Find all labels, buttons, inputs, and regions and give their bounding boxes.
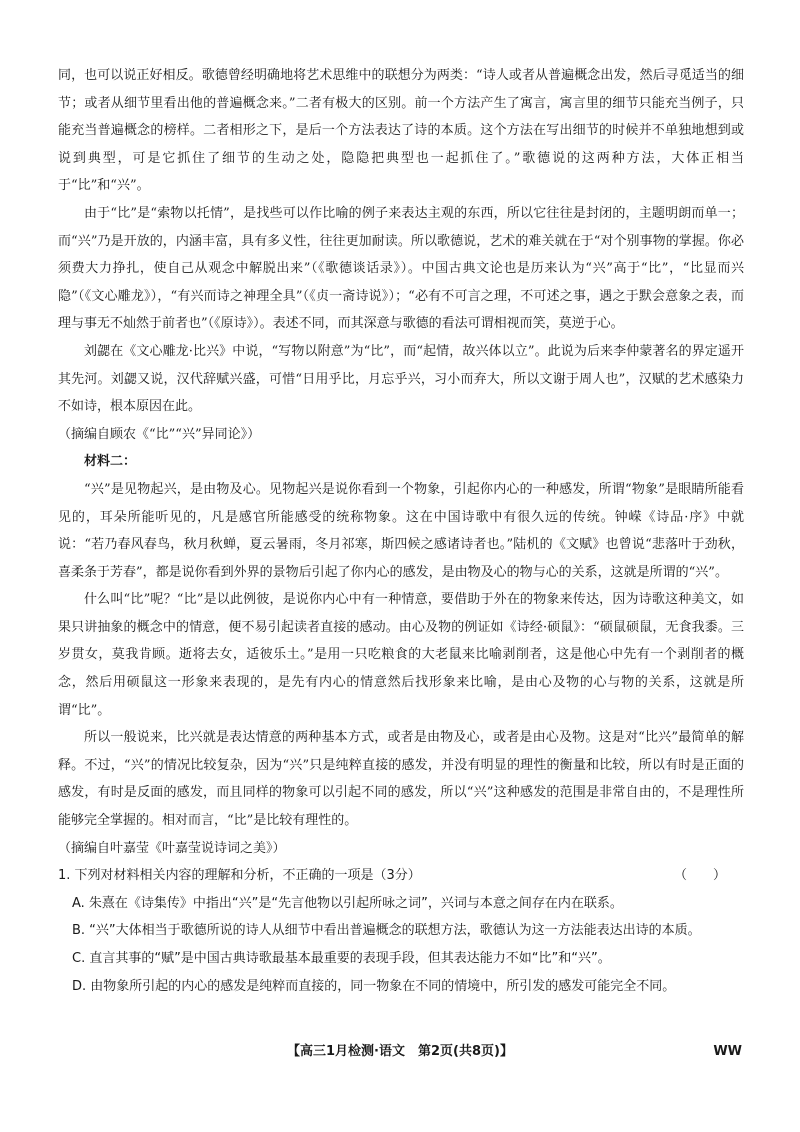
- source-citation-1: （摘编自顾农《“比”“兴”异同论》）: [58, 426, 261, 442]
- paragraph-bi-definition: 什么叫“比”呢？“比”是以此例彼，是说你内心中有一种情意，要借助于外在的物象来传达，因为诗歌这种美文，如果只讲抽象的概念中的情意，便不易引起读者直接的感动。由心及物的例证如《诗经·硕鼠》：“硕鼠硕鼠，无食我黍。三岁贯女，莫我肯顾。逝将去女，适彼乐土。”是用一只吃粮食的大老鼠来比喻剥削者，这是他心中先有一个剥削者的概念，然后用硕鼠这一形象来表现的，是先有内心的情意然后找形象来比喻，是由心及物的心与物的关系，这就是所谓“比”。: [58, 592, 744, 718]
- page-content: [58, 62, 744, 1000]
- source-citation-2: （摘编自叶嘉莹《叶嘉莹说诗词之美》）: [58, 840, 286, 856]
- paragraph-xing-definition: “兴”是见物起兴，是由物及心。见物起兴是说你看到一个物象，引起你内心的一种感发，所谓“物象”是眼睛所能看见的，耳朵所能听见的，凡是感官所能感受的统称物象。这在中国诗歌中有很久远的传统。钟嵘《诗品·序》中就说：“若乃春风春鸟，秋月秋蝉，夏云暑雨，冬月祁寒，斯四候之感诸诗者也。”陆机的《文赋》也曾说“悲落叶于劲秋，喜柔条于芳春”，都是说你看到外界的景物后引起了你内心的感发，是由物及心的物与心的关系，这就是所谓的“兴”。: [58, 481, 744, 580]
- answer-blank: （ ）: [673, 868, 726, 884]
- question-stem: 1. 下列对材料相关内容的理解和分析，不正确的一项是（3分）: [58, 868, 421, 884]
- option-c: C. 直言其事的“赋”是中国古典诗歌最基本最重要的表现手段，但其表达能力不如“比”和“兴”。: [72, 951, 611, 966]
- page-footer: [0, 1040, 800, 1064]
- option-a: A. 朱熹在《诗集传》中指出“兴”是“先言他物以引起所咏之词”，兴词与本意之间存在内在联系。: [72, 895, 623, 911]
- footer-code: WW: [713, 1044, 742, 1059]
- material-2-heading: 材料二：: [84, 454, 137, 470]
- paragraph-bi-xing-openness: 由于“比”是“索物以托情”，是找些可以作比喻的例子来表达主观的东西，所以它往往是封闭的，主题明朗而单一；而“兴”乃是开放的，内涵丰富，具有多义性，往往更加耐读。所以歌德说，艺术的难关就在于“对个别事物的掌握。你必须费大力挣扎，使自己从观念中解脱出来”（《歌德谈话录》）。中国古典文论也是历来认为“兴”高于“比”，“比显而兴隐”（《文心雕龙》），“有兴而诗之神理全具”（《贞一斋诗说》）；“必有不可言之理，不可述之事，遇之于默会意象之表，而理与事无不灿然于前者也”（《原诗》）。表述不同，而其深意与歌德的看法可谓相视而笑，莫逆于心。: [58, 205, 744, 332]
- option-b: B. “兴”大体相当于歌德所说的诗人从细节中看出普遍概念的联想方法，歌德认为这一方法能表达出诗的本质。: [72, 923, 701, 939]
- paragraph-summary: 所以一般说来，比兴就是表达情意的两种基本方式，或者是由物及心，或者是由心及物。这是对“比兴”最简单的解释。不过，“兴”的情况比较复杂，因为“兴”只是纯粹直接的感发，并没有明显的理性的衡量和比较，所以有时是正面的感发，有时是反面的感发，而且同样的物象可以引起不同的感发，所以“兴”这种感发的范围是非常自由的，不是理性所能够完全掌握的。相对而言，“比”是比较有理性的。: [58, 730, 744, 829]
- question-1: [58, 862, 744, 890]
- footer-page-info: 【高三1月检测·语文 第2页(共8页)】: [287, 1044, 513, 1059]
- paragraph-continuation: 同，也可以说正好相反。歌德曾经明确地将艺术思维中的联想分为两类：“诗人或者从普遍概念出发，然后寻觅适当的细节；或者从细节里看出他的普遍概念来。”二者有极大的区别。前一个方法产生了寓言，寓言里的细节只能充当例子，只能充当普遍概念的榜样。二者相形之下，是后一个方法表达了诗的本质。这个方法在写出细节的时候并不单独地想到或说到典型，可是它抓住了细节的生动之处，隐隐把典型也一起抓住了。”歌德说的这两种方法，大体正相当于“比”和“兴”。: [58, 68, 744, 194]
- paragraph-liu-xie: 刘勰在《文心雕龙·比兴》中说，“写物以附意”为“比”，而“起情，故兴体以立”。此说为后来李仲蒙著名的界定遥开其先河。刘勰又说，汉代辞赋兴盛，可惜“日用乎比，月忘乎兴，习小而弃大，所以文谢于周人也”，汉赋的艺术感染力不如诗，根本原因在此。: [58, 343, 744, 415]
- option-d: D. 由物象所引起的内心的感发是纯粹而直接的，同一物象在不同的情境中，所引发的感发可能完全不同。: [72, 978, 676, 994]
